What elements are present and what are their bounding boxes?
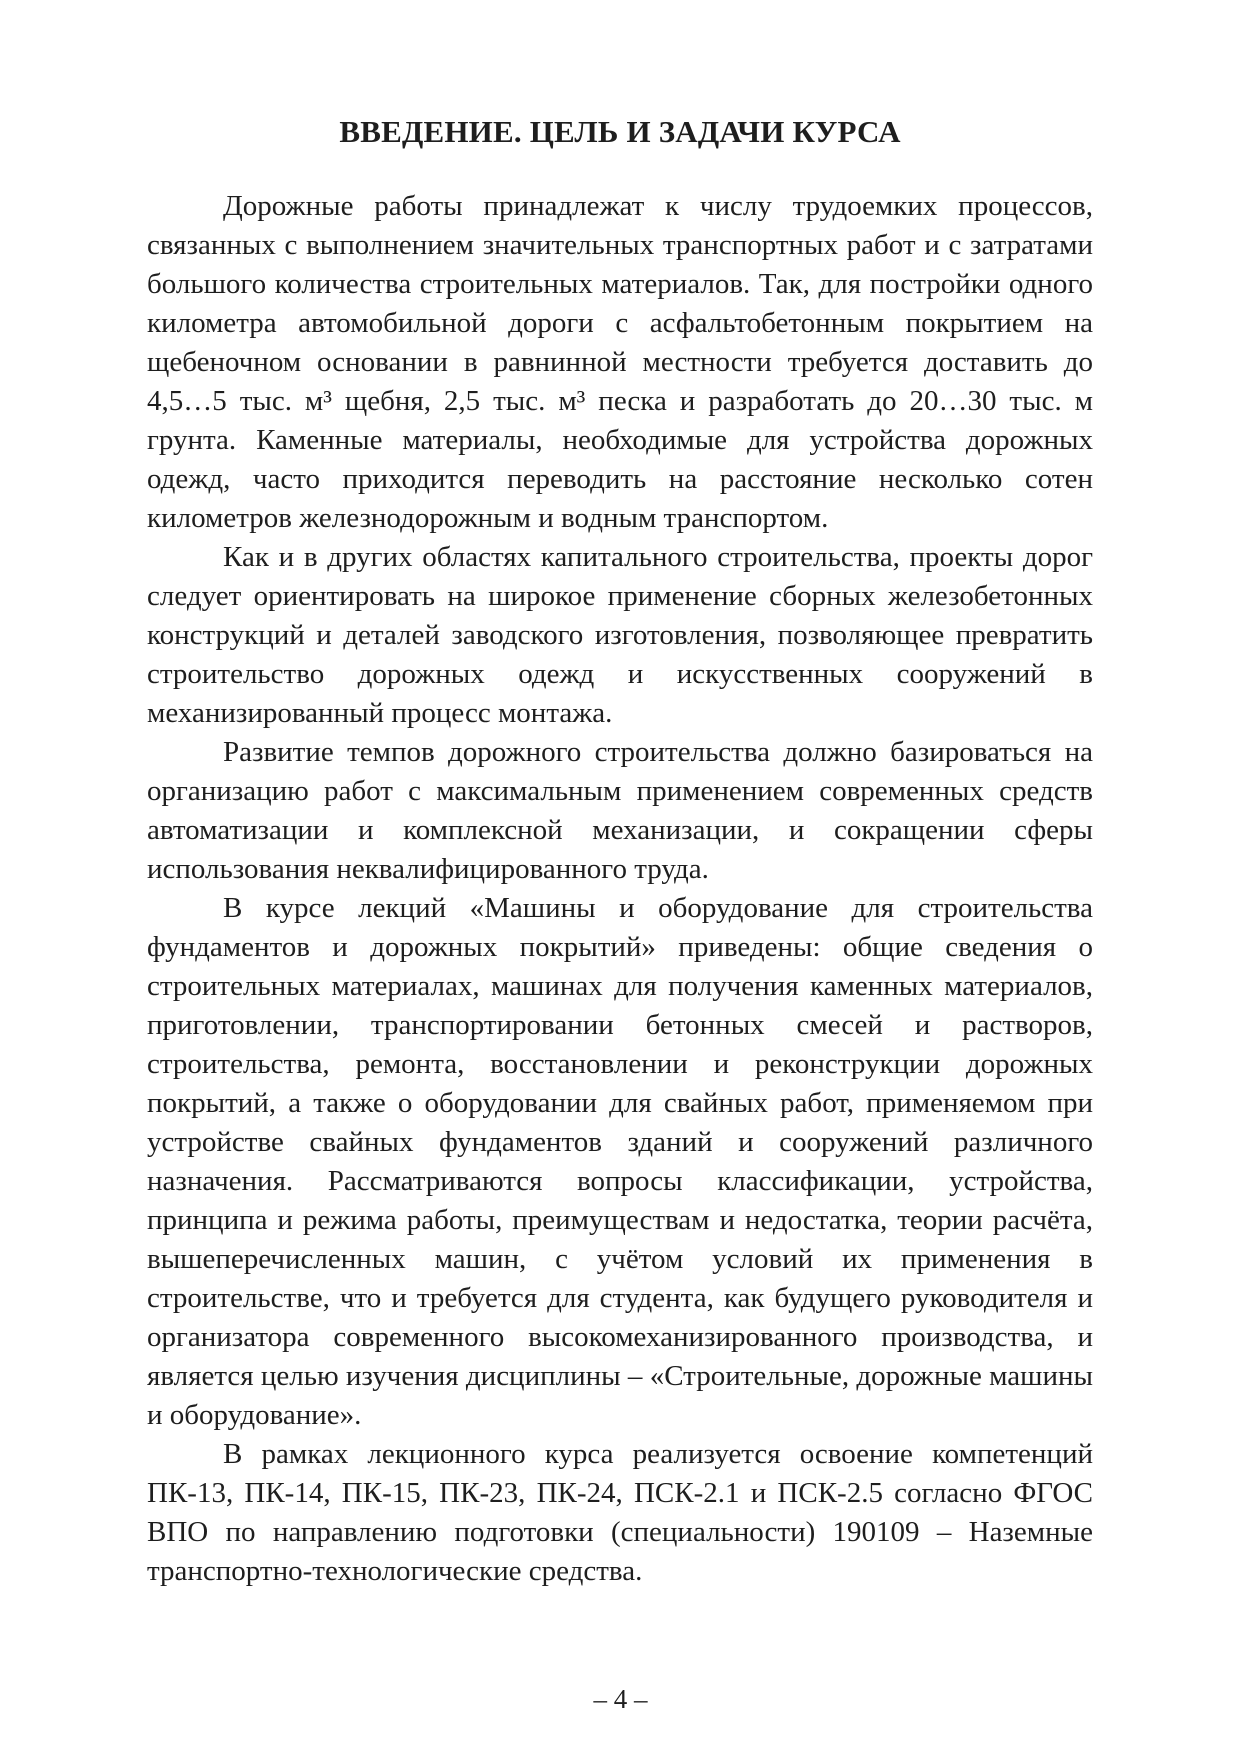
paragraph-1: Дорожные работы принадлежат к числу трудоемких процессов, связанных с выполнением значительных транспортных работ и с затратами большого количества строительных материалов. Так, для постройки одного километра автомобильной дороги с асфальтобетонным покрытием на щебеночном основании в равнинной местности требуется доставить до 4,5…5 тыс. м³ щебня, 2,5 тыс. м³ песка и разработать до 20…30 тыс. м грунта. Каменные материалы, необходимые для устройства дорожных одежд, часто приходится переводить на расстояние несколько сотен километров железнодорожным и водным транспортом. xyxy=(147,190,1093,534)
page-content xyxy=(147,112,1093,1591)
page-number: – 4 – xyxy=(593,1684,648,1714)
page-title: ВВЕДЕНИЕ. ЦЕЛЬ И ЗАДАЧИ КУРСА xyxy=(339,114,901,149)
paragraph-3: Развитие темпов дорожного строительства должно базироваться на организацию работ с максимальным применением современных средств автоматизации и комплексной механизации, и сокращении сферы использования неквалифицированного труда. xyxy=(147,736,1093,885)
paragraph-2: Как и в других областях капитального строительства, проекты дорог следует ориентировать на широкое применение сборных железобетонных конструкций и деталей заводского изготовления, позволяющее превратить строительство дорожных одежд и искусственных сооружений в механизированный процесс монтажа. xyxy=(147,541,1093,729)
paragraph-5: В рамках лекционного курса реализуется освоение компетенций ПК-13, ПК-14, ПК-15, ПК-23, ПК-24, ПСК-2.1 и ПСК-2.5 согласно ФГОС ВПО по направлению подготовки (специальности) 190109 – Наземные транспортно-технологические средства. xyxy=(147,1438,1093,1587)
paragraph-4: В курсе лекций «Машины и оборудование для строительства фундаментов и дорожных покрытий» приведены: общие сведения о строительных материалах, машинах для получения каменных материалов, приготовлении, транспортировании бетонных смесей и растворов, строительства, ремонта, восстановлении и реконструкции дорожных покрытий, а также о оборудовании для свайных работ, применяемом при устройстве свайных фундаментов зданий и сооружений различного назначения. Рассматриваются вопросы классификации, устройства, принципа и режима работы, преимуществам и недостатка, теории расчёта, вышеперечисленных машин, с учётом условий их применения в строительстве, что и требуется для студента, как будущего руководителя и организатора современного высокомеханизированного производства, и является целью изучения дисциплины – «Строительные, дорожные машины и оборудование». xyxy=(147,892,1093,1431)
